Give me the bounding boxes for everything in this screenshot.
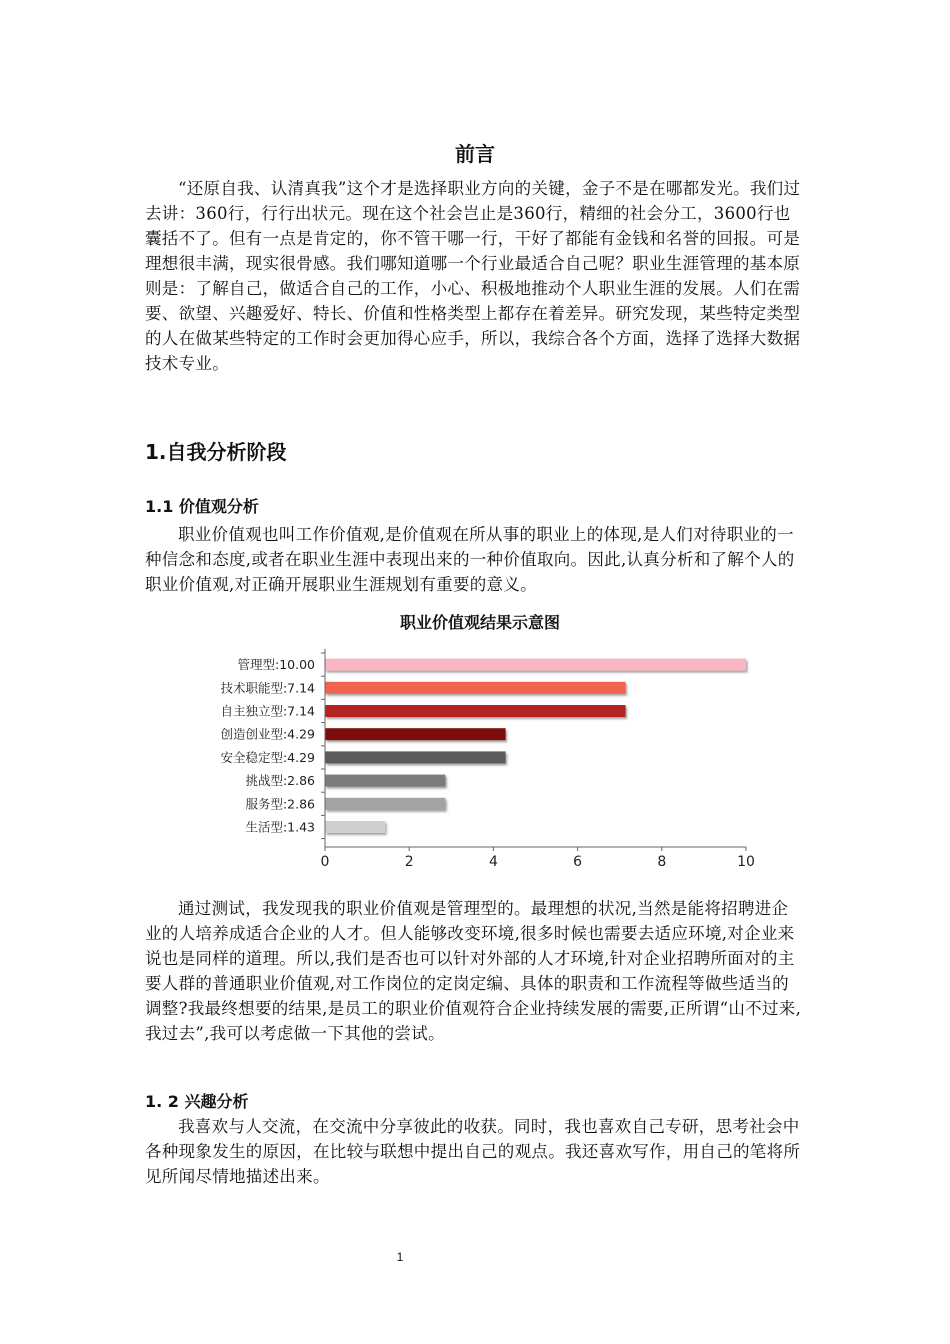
bar-label: 生活型:1.43 [245,819,315,835]
x-tick-label: 4 [488,854,498,870]
bar-2 [325,682,626,694]
bar-label: 管理型:10.00 [237,657,315,673]
subsection-heading-values: 1.1 价值观分析 [145,497,259,516]
bar-label: 服务型:2.86 [245,796,315,812]
x-tick-label: 0 [320,854,330,870]
page-number: 1 [396,1250,404,1264]
values-bar-chart [200,603,770,875]
bar-8 [325,821,385,833]
bar-3 [325,705,626,717]
bar-6 [325,775,445,787]
section-heading-self-analysis: 1.自我分析阶段 [145,440,287,464]
bar-label: 自主独立型:7.14 [220,703,315,719]
bar-label: 安全稳定型:4.29 [220,749,315,765]
bar-5 [325,751,506,763]
bar-7 [325,798,445,810]
x-tick-label: 2 [404,854,414,870]
intro-paragraph: “还原自我、认清真我”这个才是选择职业方向的关键，金子不是在哪都发光。我们过去讲：360行，行行出状元。现在这个社会岂止是360行，精细的社会分工，3600行也囊括不了。但有一点是肯定的，你不管干哪一行，干好了都能有金钱和名誉的回报。可是理想很丰满，现实很骨感。我们哪知道哪一个行业最适合自己呢？职业生涯管理的基本原则是：了解自己，做适合自己的工作，小心、积极地推动个人职业生涯的发展。人们在需要、欲望、兴趣爱好、特长、价值和性格类型上都存在着差异。研究发现，某些特定类型的人在做某些特定的工作时会更加得心应手，所以，我综合各个方面，选择了选择大数据技术专业。 [145,179,801,373]
page-title: 前言 [455,142,495,166]
bar-label: 挑战型:2.86 [245,773,315,789]
values-conclusion-paragraph: 通过测试，我发现我的职业价值观是管理型的。最理想的状况,当然是能将招聘进企业的人培养成适合企业的人才。但人能够改变环境,很多时候也需要去适应环境,对企业来说也是同样的道理。所以,我们是否也可以针对外部的人才环境,针对企业招聘所面对的主要人群的普通职业价值观,对工作岗位的定岗定编、具体的职责和工作流程等做些适当的调整?我最终想要的结果,是员工的职业价值观符合企业持续发展的需要,正所谓“山不过来,我过去”,我可以考虑做一下其他的尝试。 [145,899,802,1043]
bar-4 [325,728,506,740]
subsection-heading-interests: 1. 2 兴趣分析 [145,1092,249,1111]
x-tick-label: 10 [737,854,755,870]
chart-title: 职业价值观结果示意图 [399,613,561,632]
bar-label: 技术职能型:7.14 [220,680,315,696]
x-tick-label: 8 [657,854,667,870]
bar-1 [325,659,746,671]
interests-paragraph: 我喜欢与人交流，在交流中分享彼此的收获。同时，我也喜欢自己专研，思考社会中各种现象发生的原因，在比较与联想中提出自己的观点。我还喜欢写作，用自己的笔将所见所闻尽情地描述出来。 [145,1117,801,1186]
bar-label: 创造创业型:4.29 [220,726,315,742]
values-paragraph: 职业价值观也叫工作价值观,是价值观在所从事的职业上的体现,是人们对待职业的一种信念和态度,或者在职业生涯中表现出来的一种价值取向。因此,认真分析和了解个人的职业价值观,对正确开展职业生涯规划有重要的意义。 [145,525,795,594]
x-tick-label: 6 [573,854,583,870]
